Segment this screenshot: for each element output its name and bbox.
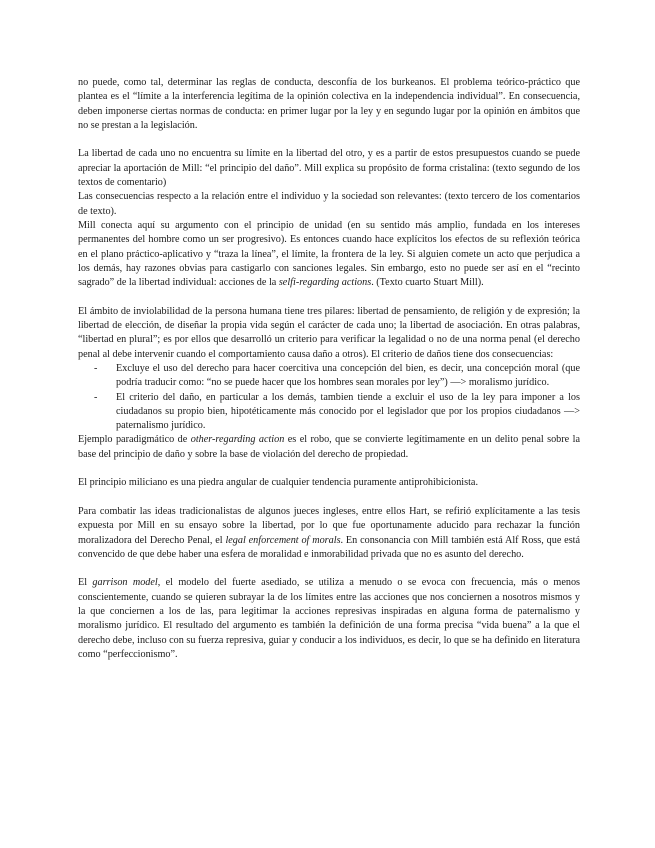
paragraph-text: , el modelo del fuerte asediado, se utiliza a menudo o se evoca con frecuencia, más o menos conscientemente, cuando se quieren subrayar la de los límites entre las acciones que nos conciernen a nosotros mismos y la que conciernen a los de las, para legitimar la acciones represivas inspiradas en alguna forma de paternalismo y moralismo jurídico. El resultado del argumento es también la definición de una forma precisa “vida buena” a la que el derecho debe, incluso con su fuerza represiva, guiar y conducir a los individuos, es decir, lo que se ha definido en literatura como “perfeccionismo”. [78, 577, 580, 660]
consequences-list [78, 362, 580, 433]
paragraph-inviolability: El ámbito de inviolabilidad de la persona humana tiene tres pilares: libertad de pensamiento, de religión y de expresión; la libertad de elección, de diseñar la propia vida según el carácter de cada uno; la libertad de asociación. En otras palabras, “libertad en plural”; es por ellos que desarrolló un criterio para verificar la legalidad o no de una norma penal (el derecho penal al debe intervenir cuando el comportamiento causa daño a otros). El criterio de daños tiene dos consecuencias: [78, 305, 580, 360]
paragraph-text: . (Texto cuarto Stuart Mill). [371, 277, 484, 289]
document-page [78, 76, 580, 662]
paragraph-gap [78, 462, 580, 476]
paragraph-unity-principle [78, 219, 580, 290]
paragraph-gap [78, 562, 580, 576]
paragraph-text: El [78, 577, 93, 589]
paragraph-antiprohibitionism: El principio miliciano es una piedra angular de cualquier tendencia puramente antiprohibicionista. [78, 477, 478, 489]
italic-term: other-regarding action [190, 434, 285, 446]
paragraph-text: Para combatir las ideas tradicionalistas de algunos jueces ingleses, entre ellos Hart, se refirió explícitamente a las tesis expuesta por Mill en su ensayo sobre la libertad, por lo que fue oportunamente aducido para rechazar la función moralizadora del Derecho Penal, el [78, 505, 580, 546]
list-item: - Excluye el uso del derecho para hacer coercitiva una concepción del bien, es decir, una concepción moral (que podría traducir como: “no se puede hacer que los hombres sean morales por ley”) —> moralismo jurídico. [116, 362, 580, 391]
paragraph-harm-principle: La libertad de cada uno no encuentra su límite en la libertad del otro, y es a partir de estos presupuestos cuando se puede apreciar la aportación de Mill: “el principio del daño”. Mill explica su propósito de forma cristalina: (texto segundo de los textos de comentario) [78, 148, 580, 189]
paragraph-text: es el robo, que se convierte legítimamente en un delito penal sobre la base del principio de daño y sobre la base de violación del derecho de propiedad. [78, 434, 580, 460]
paragraph-consequences: Las consecuencias respecto a la relación entre el individuo y la sociedad son relevantes: (texto tercero de los comentarios de texto). [78, 191, 580, 217]
paragraph-text: Mill conecta aquí su argumento con el principio de unidad (en su sentido más amplio, fundada en los intereses permanentes del hombre como un ser progresivo). Es entonces cuando hace explícitos los efectos de su reflexión teórica en el plano práctico-aplicativo y “traza la línea”, el límite, la frontera de la ley. Si alguien comete un acto que perjudica a los demás, hay razones obvias para castigarlo con sanciones legales. Sin embargo, esto no puede ser así en el “recinto sagrado” de la libertad individual: acciones de la [78, 219, 580, 289]
paragraph-text: Ejemplo paradigmático de [78, 434, 191, 446]
paragraph-gap [78, 133, 580, 147]
paragraph-gap [78, 290, 580, 304]
italic-term: selfi-regarding actions [278, 277, 372, 289]
paragraph-text: . En consonancia con Mill también está Alf Ross, que está convencido de que debe haber una esfera de moralidad e inmorabilidad privada que no es asunto del derecho. [78, 534, 581, 560]
paragraph-garrison-model [78, 576, 580, 662]
paragraph-example [78, 433, 580, 462]
paragraph-gap [78, 491, 580, 505]
italic-term: legal enforcement of morals [225, 534, 341, 546]
paragraph-limits: no puede, como tal, determinar las reglas de conducta, desconfía de los burkeanos. El problema teórico-práctico que plantea es el “límite a la interferencia legítima de la opinión colectiva en la independencia individual”. En consecuencia, deben imponerse ciertas normas de conducta: en primer lugar por la ley y en segundo lugar por la opinión en ámbitos que no se prestan a la legislación. [78, 77, 580, 131]
list-item: - El criterio del daño, en particular a los demás, tambien tiende a excluir el uso de la ley para imponer a los ciudadanos su propio bien, hipotéticamente más conocido por el legislador que por los propios ciudadanos —> paternalismo jurídico. [116, 391, 580, 434]
paragraph-hart [78, 505, 580, 562]
italic-term: garrison model [92, 577, 158, 589]
